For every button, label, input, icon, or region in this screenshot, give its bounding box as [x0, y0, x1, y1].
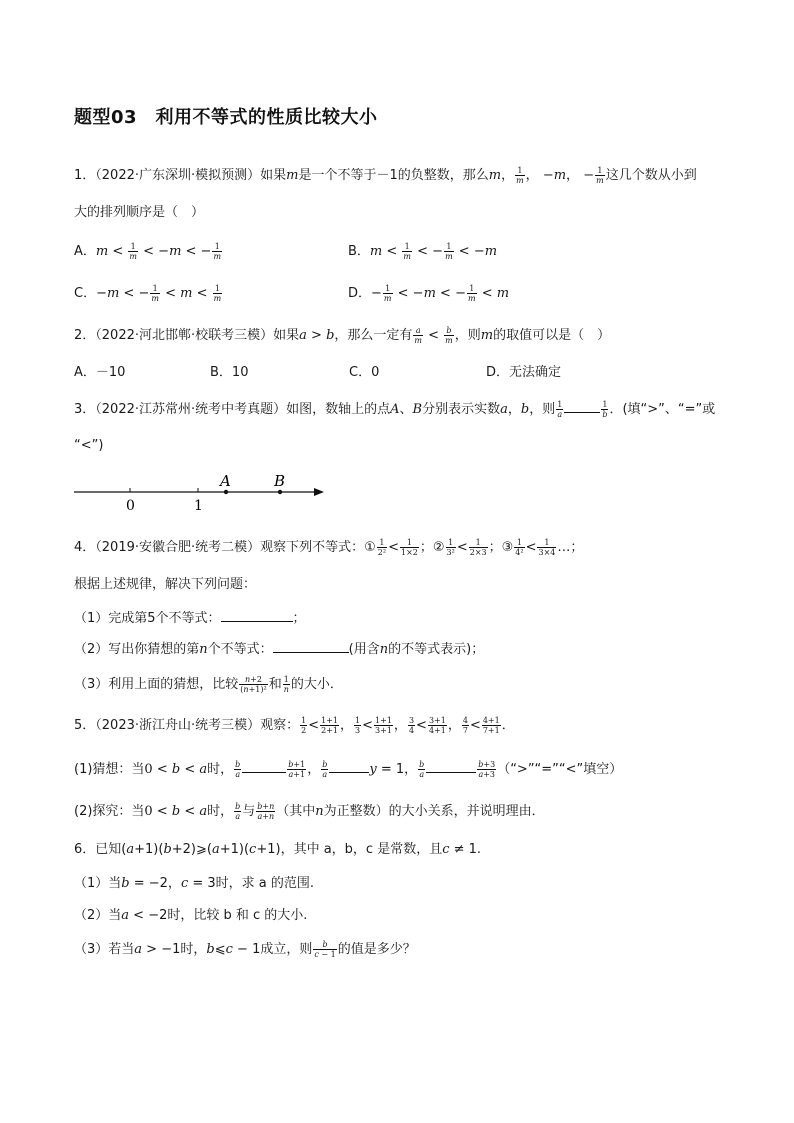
q2-option-a[interactable]: A．－10: [74, 365, 126, 380]
q2-option-d[interactable]: D．无法确定: [486, 365, 562, 380]
q1-option-c[interactable]: C．−m < − $\frac{1}{m}$ < m < $\frac{1}{m}$: [74, 284, 222, 303]
q1-stem-c: 这几个数从小到: [605, 168, 697, 183]
q6-part-1: （1）当b = −2，c = 3时，求 a 的范围.: [74, 876, 315, 891]
q6-part-2: （2）当a < −2时，比较 b 和 c 的大小.: [74, 908, 308, 923]
point-a: [224, 490, 228, 494]
q6-part-3: （3）若当a > −1时，b⩽c − 1成立，则 $\frac{b}{c - 1}$ 的值是多少？: [74, 940, 416, 959]
q4-stem-a: 4．（2019·安徽合肥·统考二模）观察下列不等式：①: [74, 540, 376, 555]
q1-stem: 1．（2022·广东深圳·模拟预测）如果m是一个不等于－1的负整数，那么m， $\frac{1}{m}$ ， −m， − $\frac{1}{m}$ 这几个数从小到: [74, 166, 697, 185]
q6-part-3-c: 成立，则: [260, 942, 313, 957]
axis-label-a: A: [220, 472, 231, 490]
q1-option-a-label: A．: [74, 244, 96, 259]
q5-blank-1[interactable]: [242, 760, 286, 773]
q4-part-3-b: 和: [268, 677, 282, 692]
q6-part-3-b: 时，: [180, 942, 207, 957]
q5-blank-3[interactable]: [426, 760, 476, 773]
q6-part-1-label: （1）当: [74, 876, 122, 891]
q1-option-d[interactable]: D．− $\frac{1}{m}$ < −m < − $\frac{1}{m}$ < m: [348, 284, 510, 303]
q3-stem-a: 3．（2022·江苏常州·统考中考真题）如图，数轴上的点: [74, 402, 391, 417]
q1-option-c-label: C．: [74, 286, 97, 301]
q6-stem: 6．已知(a+1)(b+2)⩾(a+1)(c+1)，其中 a，b，c 是常数，且c ≠ 1.: [74, 842, 482, 857]
q3-stem-c: ，则: [529, 402, 556, 417]
q5-explore-label: (2)探究：当: [74, 804, 145, 819]
q5-guess-end: （“>”“=”“<”填空）: [497, 762, 623, 777]
axis-label-b: B: [274, 472, 286, 490]
q4-part-2-b: 个不等式：: [207, 642, 273, 657]
q2-option-b[interactable]: B．10: [210, 365, 249, 380]
q4-part-1-end: ；: [292, 611, 306, 626]
q6-stem-b: ，其中 a，b，c 是常数，且: [280, 842, 443, 857]
q5-stem: 5．（2023·浙江舟山·统考三模）观察： $\frac{1}{2}$ < $\frac{1+1}{2+1}$ ， $\frac{1}{3}$ < $\frac{1+1}{3+1}$ ， $\frac{3}{4}$ < $\frac{3+1}{4+1}$ ， $\frac{4}{7}$ < $\frac{4+1}{7+1}$ ．: [74, 716, 515, 735]
q5-explore-b: 时，: [207, 804, 234, 819]
q5-guess: (1)猜想：当0 < b < a时， $\frac{b}{a}$ $\frac{b+1}{a+1}$ ， $\frac{b}{a}$ y = 1， $\frac{b}{a}$ $\frac{b+3}{a+3}$ （“>”“=”“<”填空）: [74, 760, 623, 779]
q4-part-2-c: (用含: [348, 642, 380, 657]
q6-part-2-label: （2）当: [74, 908, 122, 923]
page-title: 题型03 利用不等式的性质比较大小: [74, 107, 378, 128]
q1-option-a[interactable]: A．m < $\frac{1}{m}$ < −m < − $\frac{1}{m}$: [74, 242, 222, 261]
q6-part-3-d: 的值是多少？: [337, 942, 416, 957]
q1-option-d-label: D．: [348, 286, 372, 301]
q4-stem: 4．（2019·安徽合肥·统考二模）观察下列不等式：① $\frac{1}{\text{2²}}$ < $\frac{1}{1\times 2}$ ；② $\frac{1}{\text{3²}}$ < $\frac{1}{2\times 3}$ ；③ $\frac{1}{\text{4²}}$ < $\frac{1}{3\times 4}$ …；: [74, 538, 584, 557]
q4-part-3-c: 的大小．: [290, 677, 343, 692]
q6-part-3-label: （3）若当: [74, 942, 135, 957]
q4-part-2: （2）写出你猜想的第n个不等式： (用含n的不等式表示)；: [74, 642, 485, 657]
q4-part-1-label: （1）完成第5个不等式：: [74, 611, 221, 626]
q4-part-3: （3）利用上面的猜想，比较 $\frac{n+2}{\text{(n+1)²}}$ 和 $\frac{1}{n}$ 的大小．: [74, 675, 343, 694]
q1-option-b-label: B．: [348, 244, 370, 259]
q4-part-1: [74, 609, 306, 629]
q5-explore: (2)探究：当0 < b < a时， $\frac{b}{a}$ 与 $\frac{b+n}{a+n}$ （其中n为正整数）的大小关系，并说明理由．: [74, 802, 545, 821]
q3-answer-blank[interactable]: [564, 400, 600, 413]
q1-stem-cont: 大的排列顺序是（ ）: [74, 205, 205, 220]
q1-option-b[interactable]: B．m < $\frac{1}{m}$ < − $\frac{1}{m}$ < −m: [348, 242, 498, 261]
q2-stem-b: ，那么一定有: [334, 328, 413, 343]
q5-blank-2[interactable]: [329, 760, 369, 773]
q5-guess-b: 时，: [207, 762, 234, 777]
q4-stem-d: …；: [557, 540, 584, 555]
q2-stem: 2．（2022·河北邯郸·校联考三模）如果a > b，那么一定有 $\frac{a}{m}$ < $\frac{b}{m}$ ，则m的取值可以是（ ）: [74, 326, 611, 345]
q3-stem-d: ．(填“>”、“=”或: [609, 402, 716, 417]
q3-stem-b: 分别表示实数: [422, 402, 501, 417]
q4-instruction: 根据上述规律，解决下列问题：: [74, 577, 257, 592]
q4-stem-b: ；②: [419, 540, 445, 555]
q1-stem-b: 是一个不等于－1的负整数，那么: [298, 168, 489, 183]
q3-stem: 3．（2022·江苏常州·统考中考真题）如图，数轴上的点A、B分别表示实数a，b，则 $\frac{1}{a}$ $\frac{1}{b}$ ．(填“>”、“=”或: [74, 400, 716, 419]
q4-part-3-label: （3）利用上面的猜想，比较: [74, 677, 239, 692]
q5-explore-d: （其中: [276, 804, 316, 819]
q5-stem-a: 5．（2023·浙江舟山·统考三模）观察：: [74, 718, 300, 733]
number-line-figure: [70, 468, 330, 516]
q5-guess-label: (1)猜想：当: [74, 762, 145, 777]
q5-explore-e: 为正整数）的大小关系，并说明理由．: [323, 804, 545, 819]
q2-stem-a: 2．（2022·河北邯郸·校联考三模）如果: [74, 328, 300, 343]
q4-part-2-d: 的不等式表示)；: [388, 642, 485, 657]
q6-part-1-b: 时，求 a 的范围.: [215, 876, 315, 891]
axis-label-0: 0: [126, 498, 135, 514]
axis-label-1: 1: [194, 498, 203, 514]
q5-explore-c: 与: [242, 804, 256, 819]
axis-arrow-icon: [314, 488, 324, 496]
q2-option-c[interactable]: C．0: [349, 365, 380, 380]
q6-part-2-b: 时，比较 b 和 c 的大小.: [167, 908, 308, 923]
q2-stem-d: 的取值可以是（ ）: [493, 328, 611, 343]
q3-stem-cont: “<”): [74, 438, 104, 453]
q2-stem-c: ，则: [454, 328, 481, 343]
q4-part-2-blank[interactable]: [273, 640, 349, 653]
q4-part-2-label: （2）写出你猜想的第: [74, 642, 200, 657]
q4-stem-c: ；③: [488, 540, 514, 555]
q1-stem-a: 1．（2022·广东深圳·模拟预测）如果: [74, 168, 287, 183]
q6-stem-a: 6．已知: [74, 842, 122, 857]
q4-part-1-blank[interactable]: [221, 609, 293, 622]
point-b: [278, 490, 282, 494]
